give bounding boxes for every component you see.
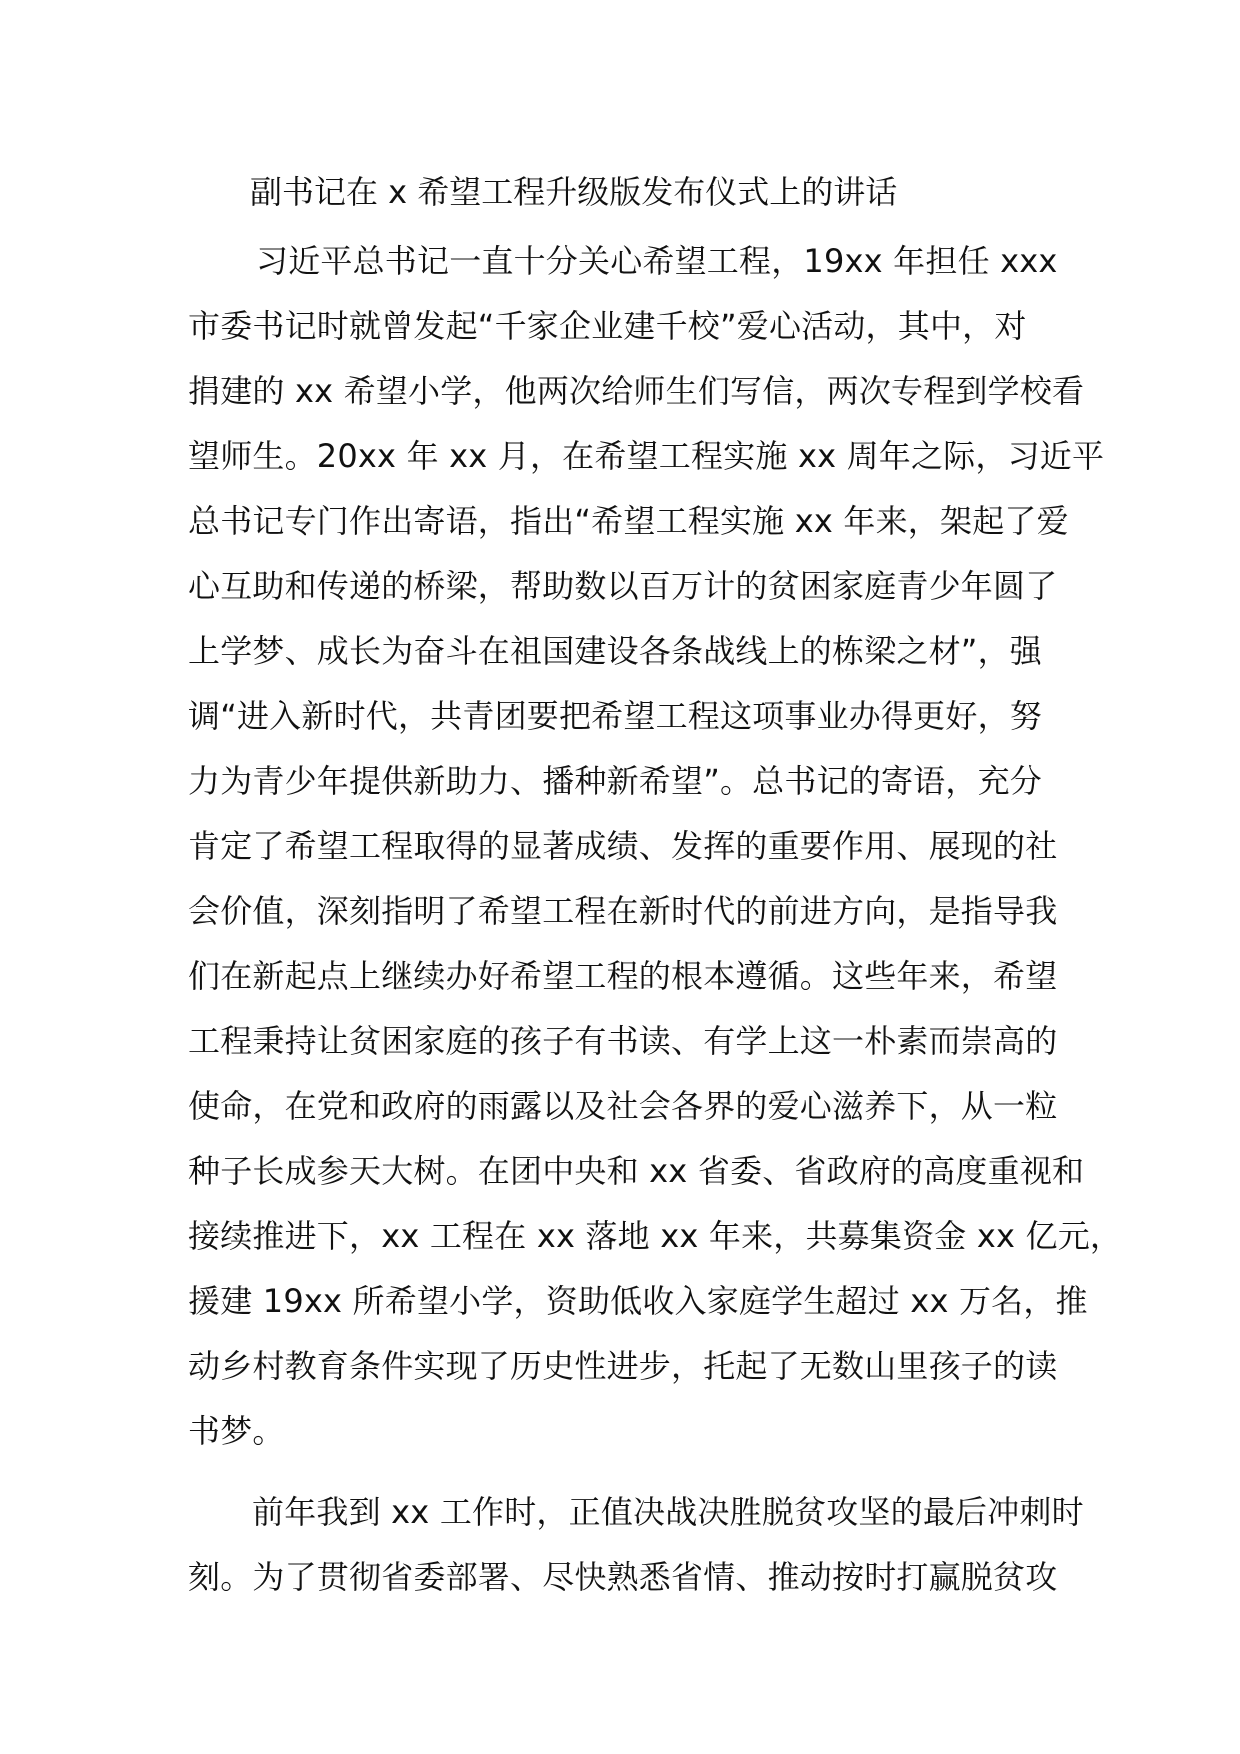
text-line: 肯定了希望工程取得的显著成绩、发挥的重要作用、展现的社 bbox=[188, 827, 1058, 865]
document-title: 副书记在 x 希望工程升级版发布仪式上的讲话 bbox=[250, 173, 898, 211]
text-line: 援建 19xx 所希望小学，资助低收入家庭学生超过 xx 万名，推 bbox=[188, 1282, 1088, 1320]
text-line: 前年我到 xx 工作时，正值决战决胜脱贫攻坚的最后冲刺时 bbox=[252, 1493, 1084, 1531]
text-line: 总书记专门作出寄语，指出“希望工程实施 xx 年来，架起了爱 bbox=[188, 502, 1069, 540]
text-line: 调“进入新时代，共青团要把希望工程这项事业办得更好，努 bbox=[188, 697, 1042, 735]
paragraph-gap bbox=[188, 1474, 1058, 1490]
text-line: 上学梦、成长为奋斗在祖国建设各条战线上的栋梁之材”，强 bbox=[188, 632, 1042, 670]
document-body bbox=[188, 239, 1123, 1620]
text-line: 心互助和传递的桥梁，帮助数以百万计的贫困家庭青少年圆了 bbox=[188, 567, 1058, 605]
text-line: 使命，在党和政府的雨露以及社会各界的爱心滋养下，从一粒 bbox=[188, 1087, 1058, 1125]
text-line: 书梦。 bbox=[188, 1412, 285, 1450]
text-line: 接续推进下，xx 工程在 xx 落地 xx 年来，共募集资金 xx 亿元， bbox=[188, 1217, 1123, 1255]
text-line: 望师生。20xx 年 xx 月，在希望工程实施 xx 周年之际，习近平 bbox=[188, 437, 1105, 475]
text-line: 们在新起点上继续办好希望工程的根本遵循。这些年来，希望 bbox=[188, 957, 1058, 995]
text-line: 会价值，深刻指明了希望工程在新时代的前进方向，是指导我 bbox=[188, 892, 1058, 930]
text-line: 力为青少年提供新助力、播种新希望”。总书记的寄语，充分 bbox=[188, 762, 1042, 800]
text-line: 工程秉持让贫困家庭的孩子有书读、有学上这一朴素而崇高的 bbox=[188, 1022, 1058, 1060]
text-line: 市委书记时就曾发起“千家企业建千校”爱心活动，其中，对 bbox=[188, 307, 1027, 345]
text-line: 刻。为了贯彻省委部署、尽快熟悉省情、推动按时打赢脱贫攻 bbox=[188, 1558, 1058, 1596]
text-line: 种子长成参天大树。在团中央和 xx 省委、省政府的高度重视和 bbox=[188, 1152, 1085, 1190]
text-line: 捐建的 xx 希望小学，他两次给师生们写信，两次专程到学校看 bbox=[188, 372, 1085, 410]
text-line: 动乡村教育条件实现了历史性进步，托起了无数山里孩子的读 bbox=[188, 1347, 1058, 1385]
text-line: 习近平总书记一直十分关心希望工程，19xx 年担任 xxx bbox=[256, 242, 1058, 280]
